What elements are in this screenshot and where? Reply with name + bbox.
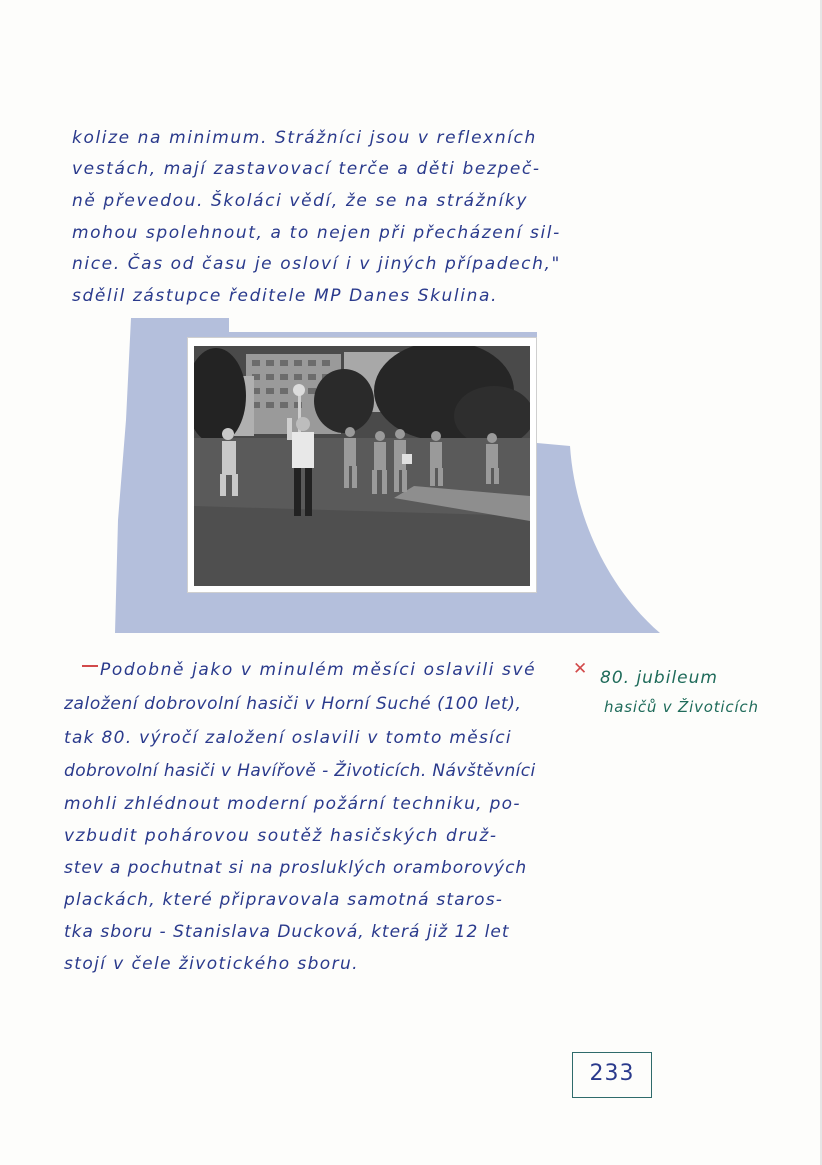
handwritten-line: kolize na minimum. Strážníci jsou v reflexních (72, 128, 537, 148)
photo-school-crossing-guard-icon (194, 346, 530, 586)
handwritten-line: stev a pochutnat si na prosluklých oramborových (64, 858, 528, 878)
red-x-mark-icon: ✕ (573, 659, 588, 679)
page-number-box (572, 1052, 652, 1098)
handwritten-line: plackách, které připravovala samotná staros- (64, 890, 504, 910)
handwritten-line: nice. Čas od času je osloví i v jiných případech," (72, 254, 561, 274)
handwritten-line: ně převedou. Školáci vědí, že se na strážníky (72, 191, 529, 211)
handwritten-line: vestách, mají zastavovací terče a děti bezpeč- (72, 159, 541, 179)
margin-note-line: 80. jubileum (600, 668, 718, 688)
margin-note-line: hasičů v Životicích (604, 698, 759, 716)
handwritten-line: vzbudit pohárovou soutěž hasičských druž- (64, 826, 498, 846)
handwritten-line: mohou spolehnout, a to nejen při přecházení sil- (72, 223, 561, 243)
handwritten-line: stojí v čele životického sboru. (64, 954, 359, 974)
page-number: 233 (589, 1061, 635, 1086)
handwritten-line: tak 80. výročí založení oslavili v tomto měsíci (64, 728, 512, 748)
handwritten-line: tka sboru - Stanislava Ducková, která již 12 let (64, 922, 510, 942)
handwritten-line: Podobně jako v minulém měsíci oslavili své (100, 660, 537, 680)
red-dash-mark (82, 665, 98, 667)
handwritten-line: mohli zhlédnout moderní požární techniku, po- (64, 794, 521, 814)
handwritten-line: dobrovolní hasiči v Havířově - Životicích. Návštěvníci (64, 761, 536, 781)
newspaper-photo (188, 338, 536, 592)
handwritten-line: založení dobrovolní hasiči v Horní Suché (100 let), (64, 694, 522, 714)
handwritten-line: sdělil zástupce ředitele MP Danes Skulina. (72, 286, 498, 306)
